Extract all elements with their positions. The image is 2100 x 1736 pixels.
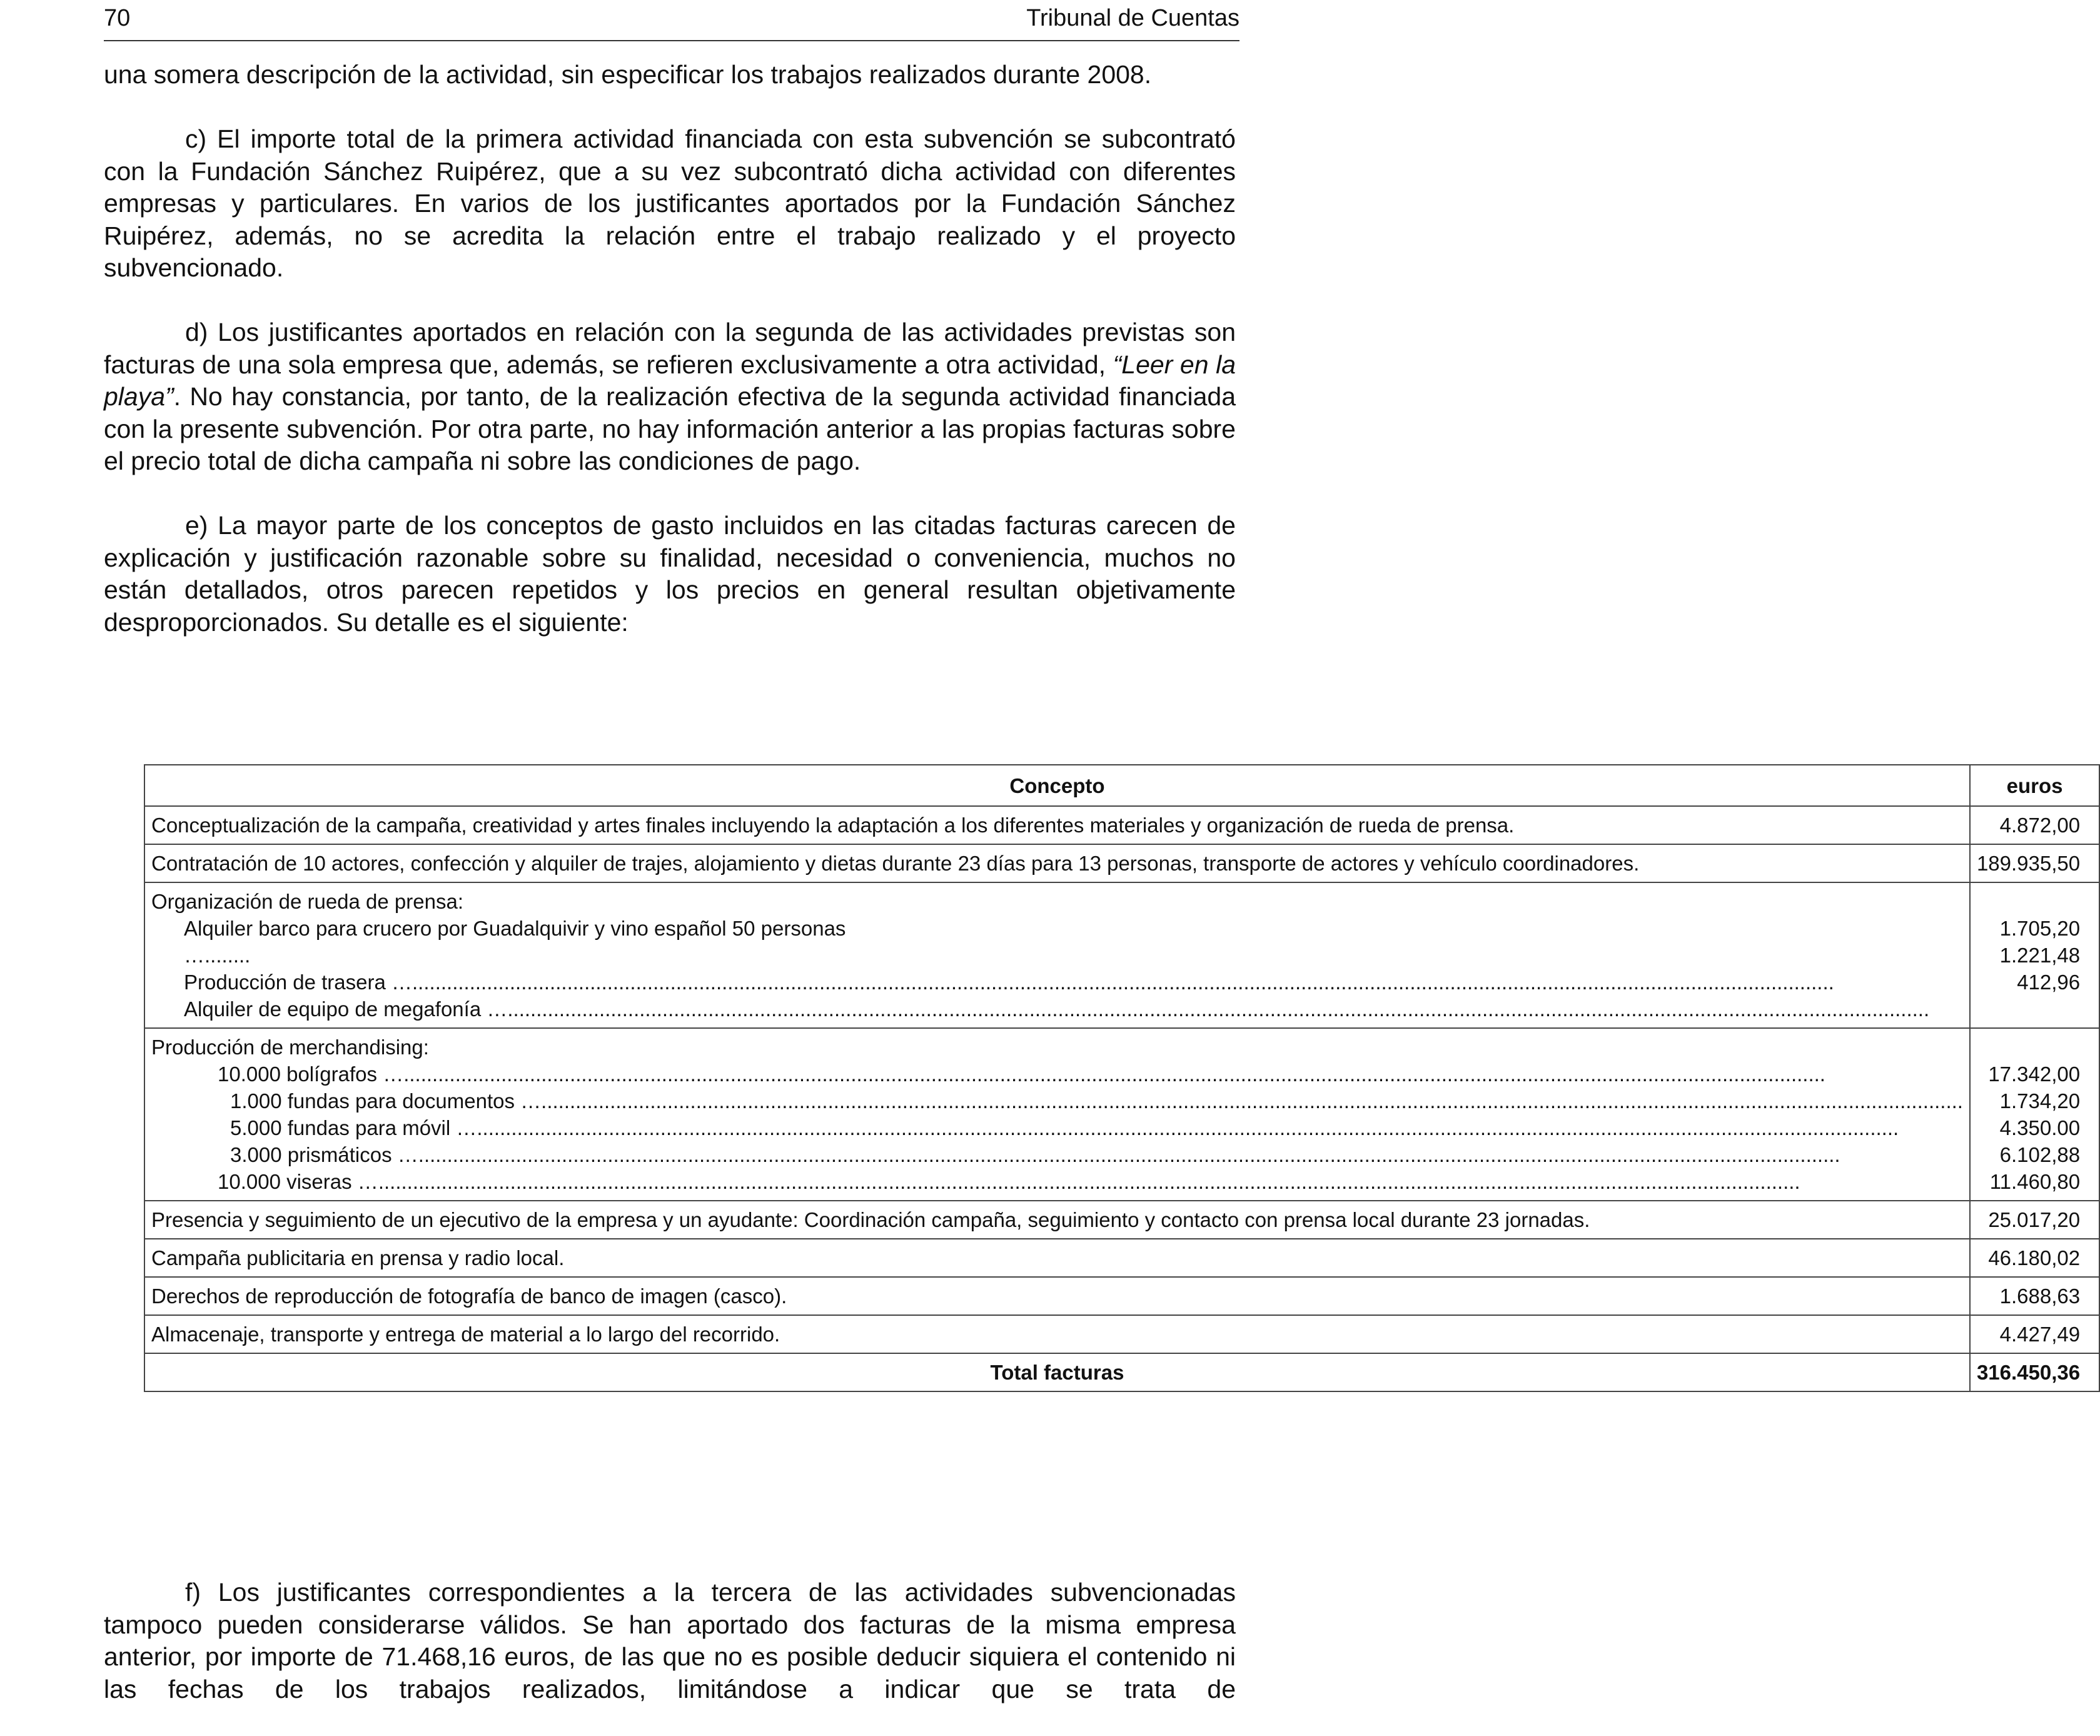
group-title: Producción de merchandising: [151,1036,429,1059]
row-value: 1.705,20 [1999,917,2081,940]
page-number: 70 [104,5,131,31]
expense-table [144,764,2100,1392]
paragraph-d-quote: “Leer en la playa” [104,350,1236,411]
page-header [104,5,1239,41]
table-row [144,1315,2099,1353]
table-row [144,882,2099,1028]
table-row [144,1277,2099,1315]
row-value: 189.935,50 [1970,844,2099,882]
group-item: Alquiler de equipo de megafonía … ..... [151,996,1963,1022]
group-item: 3.000 prismáticos … ..... [151,1141,1963,1168]
group-item-cont: …........ [184,944,251,967]
total-label: Total facturas [144,1353,1970,1391]
row-value: 4.350.00 [1999,1116,2081,1139]
table-row [144,1028,2099,1201]
paragraph-c: c) El importe total de la primera actividad financiada con esta subvención se subcontrató con la Fundación Sánchez Ruipérez, que a su vez subcontrató dicha actividad con diferentes empresas y particulares. En varios de los justificantes aportados por la Fundación Sánchez Ruipérez, además, no se acredita la relación entre el trabajo realizado y el proyecto subvencionado. [104,124,1236,282]
paragraph-intro: una somera descripción de la actividad, sin especificar los trabajos realizados durante 2008. [104,60,1152,89]
row-value: 412,96 [2017,971,2081,994]
row-value: 4.427,49 [1970,1315,2099,1353]
table-total-row [144,1353,2099,1391]
paragraph-f: f) Los justificantes correspondientes a la tercera de las actividades subvencionadas tampoco pueden considerarse válidos. Se han aportado dos facturas de la misma empresa anterior, por importe de 71.468,16 euros, de las que no es posible deducir siquiera el contenido ni las fechas de los trabajos realizados, limitándose a indicar que se trata de [104,1578,1236,1703]
table-row [144,1239,2099,1277]
paragraph-d [104,316,1236,478]
row-value: 46.180,02 [1970,1239,2099,1277]
row-value: 1.734,20 [1999,1089,2081,1113]
row-value: 25.017,20 [1970,1201,2099,1239]
group-item: 10.000 bolígrafos … ..... [151,1061,1963,1088]
table-row [144,844,2099,882]
group-title: Organización de rueda de prensa: [151,890,463,913]
group-item: 1.000 fundas para documentos … ..... [151,1088,1963,1114]
row-value: 11.460,80 [1989,1170,2081,1193]
group-item: 10.000 viseras … ..... [151,1168,1963,1195]
row-values [1970,1028,2099,1201]
paragraph-d-part1: d) Los justificantes aportados en relación con la segunda de las actividades previstas son facturas de una sola empresa que, además, se refieren exclusivamente a otra actividad, [104,318,1236,379]
paragraph-d-part2: . No hay constancia, por tanto, de la realización efectiva de la segunda actividad financiada con la presente subvención. Por otra parte, no hay información anterior a las propias facturas sobre el precio total de dicha campaña ni sobre las condiciones de pago. [104,382,1236,475]
body-text-continued [104,1577,1236,1705]
row-value: 1.221,48 [1999,944,2081,967]
row-concept: Almacenaje, transporte y entrega de material a lo largo del recorrido. [144,1315,1970,1353]
total-value: 316.450,36 [1970,1353,2099,1391]
paragraph-e: e) La mayor parte de los conceptos de gasto incluidos en las citadas facturas carecen de explicación y justificación razonable sobre su finalidad, necesidad o conveniencia, muchos no están detallados, otros parecen repetidos y los precios en general resultan objetivamente desproporcionados. Su detalle es el siguiente: [104,511,1236,637]
row-concept-group [144,1028,1970,1201]
table-row [144,1201,2099,1239]
row-value: 17.342,00 [1988,1062,2081,1086]
row-concept: Contratación de 10 actores, confección y alquiler de trajes, alojamiento y dietas durante 23 días para 13 personas, transporte de actores y vehículo coordinadores. [144,844,1970,882]
row-value: 1.688,63 [1970,1277,2099,1315]
group-item: 5.000 fundas para móvil … ..... [151,1114,1963,1141]
body-text [104,59,1236,671]
group-item: Producción de trasera … ..... [151,969,1963,996]
row-values [1970,882,2099,1028]
row-concept: Derechos de reproducción de fotografía de banco de imagen (casco). [144,1277,1970,1315]
row-concept: Presencia y seguimiento de un ejecutivo de la empresa y un ayudante: Coordinación campaña, seguimiento y contacto con prensa local durante 23 jornadas. [144,1201,1970,1239]
row-concept-group [144,882,1970,1028]
row-concept: Campaña publicitaria en prensa y radio local. [144,1239,1970,1277]
publication-title: Tribunal de Cuentas [1026,5,1239,31]
header-concepto: Concepto [144,765,1970,806]
table-header-row [144,765,2099,806]
row-value: 4.872,00 [1970,806,2099,844]
group-item: Alquiler barco para crucero por Guadalquivir y vino español 50 personas [184,917,846,940]
row-concept: Conceptualización de la campaña, creatividad y artes finales incluyendo la adaptación a los diferentes materiales y organización de rueda de prensa. [144,806,1970,844]
row-value: 6.102,88 [1999,1143,2081,1166]
table-row [144,806,2099,844]
header-euros: euros [1970,765,2099,806]
